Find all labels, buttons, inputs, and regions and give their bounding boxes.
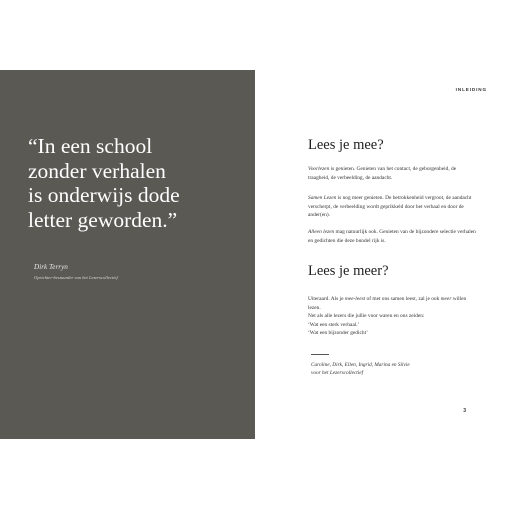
heading-lees-je-meer: Lees je meer?	[308, 263, 389, 279]
left-page	[0, 70, 255, 439]
paragraph-text: of met ons samen leest, zal je ook	[365, 296, 441, 302]
emphasis: Voorlezen	[308, 166, 330, 172]
paragraph-text: Uiteraard. Als je	[308, 296, 345, 302]
page-number: 3	[463, 408, 466, 414]
quote-author-role: Oprichter-bestuurder van het Lezerscollectief	[34, 275, 118, 280]
running-head: INLEIDING	[455, 87, 487, 92]
paragraph-line: Net als alle lezers die jullie voor waren en ons zeiden:	[308, 313, 425, 320]
paragraph-line: ‘Wat een sterk verhaal.’	[308, 321, 360, 328]
emphasis: Alleen lezen	[308, 229, 335, 235]
emphasis: Samen Lezen	[308, 195, 337, 201]
right-page	[255, 70, 510, 439]
pull-quote: “In een school zonder verhalen is onderwijs dode letter geworden.”	[28, 134, 180, 232]
signature-divider	[311, 354, 329, 355]
signature-names: Caroline, Dirk, Ellen, Ingrid, Marina en Silvie	[311, 362, 410, 368]
paragraph-voorlezen	[308, 165, 476, 182]
paragraph-alleen-lezen	[308, 228, 476, 245]
paragraph-line: ‘Wat een bijzonder gedicht’	[308, 330, 368, 337]
emphasis: mee-leest	[344, 296, 366, 302]
paragraph-text: is nog meer genieten. De betrokkenheid vergroot, de aandacht verscherpt, de verbeelding wordt geprikkeld door het verhaal en door de ander(en).	[308, 195, 472, 219]
signature	[311, 361, 410, 378]
heading-lees-je-mee: Lees je mee?	[308, 137, 384, 153]
book-spread	[0, 70, 510, 439]
paragraph-uiteraard	[308, 295, 476, 338]
paragraph-samen-lezen	[308, 194, 476, 220]
quote-author: Dirk Terryn	[34, 263, 68, 271]
paragraph-text: is genieten. Genieten van het contact, de geborgenheid, de traagheid, de verbeelding, de aandacht.	[308, 166, 457, 181]
signature-organisation: voor het Lezerscollectief	[311, 370, 364, 377]
paragraph-text: mag natuurlijk ook. Genieten van de bijzondere selectie verhalen en gedichten die deze bundel rijk is.	[308, 229, 476, 244]
paragraph-text: willen lezen.	[308, 296, 467, 311]
emphasis: meer	[440, 296, 452, 302]
